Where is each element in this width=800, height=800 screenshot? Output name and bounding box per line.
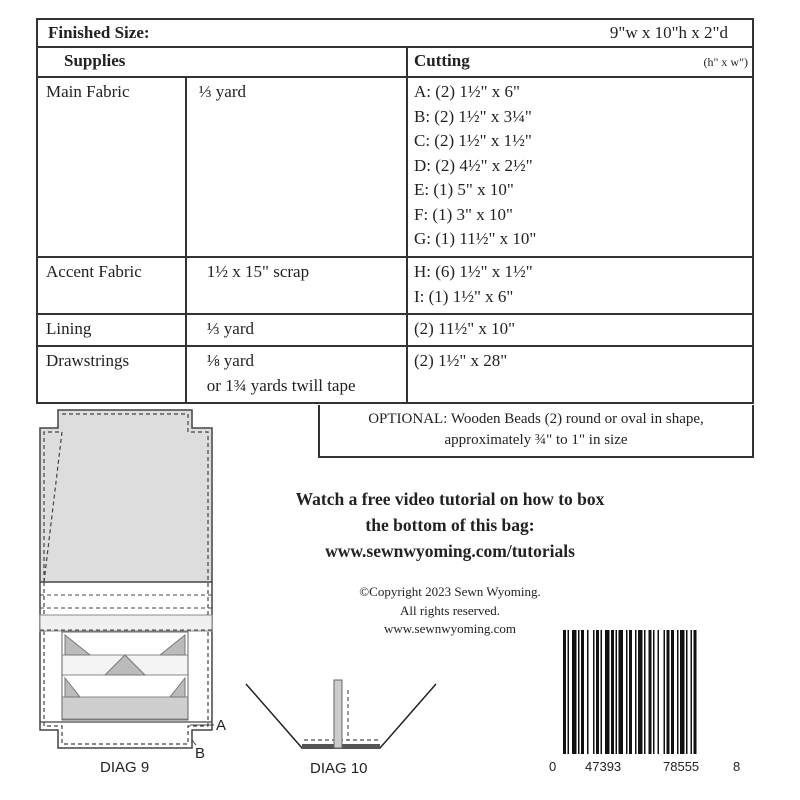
barcode-bar bbox=[587, 630, 589, 754]
barcode bbox=[545, 628, 745, 778]
supplies-header bbox=[37, 47, 407, 77]
barcode-bar bbox=[605, 630, 610, 754]
supplies-header-label: Supplies bbox=[64, 51, 126, 70]
barcode-bar bbox=[596, 630, 599, 754]
cutting-unit-note: (h" x w") bbox=[703, 55, 748, 69]
website: www.sewnwyoming.com bbox=[383, 621, 517, 636]
barcode-bar bbox=[578, 630, 580, 754]
supply-amount: ⅓ yard bbox=[198, 82, 247, 101]
cut-item: D: (2) 4½" x 2½" bbox=[414, 155, 533, 175]
barcode-bar bbox=[581, 630, 584, 754]
optional-line: OPTIONAL: Wooden Beads (2) round or oval in shape, bbox=[368, 411, 704, 427]
supply-amount: 1½ x 15" scrap bbox=[206, 262, 310, 281]
barcode-bar bbox=[653, 630, 655, 754]
cut-item: C: (2) 1½" x 1½" bbox=[414, 131, 532, 150]
barcode-digits-left: 47393 bbox=[585, 759, 622, 774]
cut-item: (2) 11½" x 10" bbox=[414, 319, 516, 338]
barcode-bar bbox=[626, 630, 628, 754]
cut-item: H: (6) 1½" x 1½" bbox=[414, 262, 533, 281]
barcode-digit-check: 8 bbox=[733, 759, 741, 774]
barcode-bar bbox=[691, 630, 693, 754]
barcode-bar bbox=[638, 630, 643, 754]
finished-size-label: Finished Size: bbox=[48, 23, 150, 42]
barcode-digit-lead: 0 bbox=[549, 759, 557, 774]
barcode-bar bbox=[629, 630, 632, 754]
diagram-9-label-a: A bbox=[216, 717, 227, 734]
video-line: the bottom of this bag: bbox=[365, 515, 535, 535]
cut-item: E: (1) 5" x 10" bbox=[414, 180, 514, 199]
barcode-bar bbox=[593, 630, 595, 754]
supply-name: Accent Fabric bbox=[46, 262, 142, 281]
table-row bbox=[37, 77, 753, 257]
barcode-bar bbox=[667, 630, 670, 754]
barcode-bar bbox=[664, 630, 666, 754]
video-tutorial-text bbox=[180, 486, 720, 564]
diagram-10 bbox=[240, 670, 450, 800]
table-row bbox=[37, 314, 753, 346]
barcode-bar bbox=[619, 630, 624, 754]
barcode-bar bbox=[616, 630, 618, 754]
finished-size-row bbox=[37, 19, 753, 47]
cut-item: B: (2) 1½" x 3¼" bbox=[414, 106, 532, 126]
optional-line: approximately ¾" to 1" in size bbox=[444, 432, 628, 448]
barcode-bar bbox=[694, 630, 697, 754]
barcode-bar bbox=[568, 630, 570, 754]
barcode-bar bbox=[601, 630, 603, 754]
diagram-9-caption: DIAG 9 bbox=[100, 759, 150, 776]
barcode-bar bbox=[644, 630, 646, 754]
cutting-header bbox=[407, 47, 753, 77]
barcode-digits-right: 78555 bbox=[663, 759, 700, 774]
finished-size-value: 9"w x 10"h x 2"d bbox=[609, 23, 728, 42]
video-line: Watch a free video tutorial on how to box bbox=[295, 489, 605, 509]
supply-name: Main Fabric bbox=[46, 82, 130, 101]
barcode-bar bbox=[635, 630, 637, 754]
supply-amount: ⅓ yard bbox=[206, 319, 255, 338]
barcode-bar bbox=[680, 630, 685, 754]
cut-item: G: (1) 11½" x 10" bbox=[414, 229, 537, 248]
table-row bbox=[37, 257, 753, 314]
table-row bbox=[37, 346, 753, 403]
cut-item: A: (2) 1½" x 6" bbox=[414, 82, 520, 101]
copyright-line: ©Copyright 2023 Sewn Wyoming. bbox=[359, 584, 541, 599]
optional-note bbox=[318, 405, 754, 458]
supply-name: Lining bbox=[46, 319, 92, 338]
cut-item: F: (1) 3" x 10" bbox=[414, 204, 513, 224]
cut-item: I: (1) 1½" x 6" bbox=[414, 286, 514, 306]
barcode-bar bbox=[658, 630, 660, 754]
barcode-bar bbox=[572, 630, 577, 754]
diagram-9 bbox=[0, 400, 260, 800]
supply-amount-alt: or 1¾ yards twill tape bbox=[206, 375, 356, 395]
copyright-line: All rights reserved. bbox=[399, 602, 500, 618]
barcode-bar bbox=[649, 630, 652, 754]
cutting-header-label: Cutting bbox=[414, 51, 470, 70]
diagram-10-caption: DIAG 10 bbox=[310, 760, 368, 777]
barcode-bar bbox=[611, 630, 614, 754]
diagram-9-label-b: B bbox=[195, 745, 206, 762]
cut-item: (2) 1½" x 28" bbox=[414, 351, 508, 370]
barcode-bar bbox=[563, 630, 566, 754]
specification-table bbox=[36, 18, 754, 404]
supply-amount: ⅛ yard bbox=[206, 351, 255, 370]
video-url: www.sewnwyoming.com/tutorials bbox=[325, 541, 575, 561]
barcode-bar bbox=[677, 630, 679, 754]
barcode-bar bbox=[671, 630, 674, 754]
supply-name: Drawstrings bbox=[46, 351, 130, 370]
barcode-bar bbox=[686, 630, 688, 754]
